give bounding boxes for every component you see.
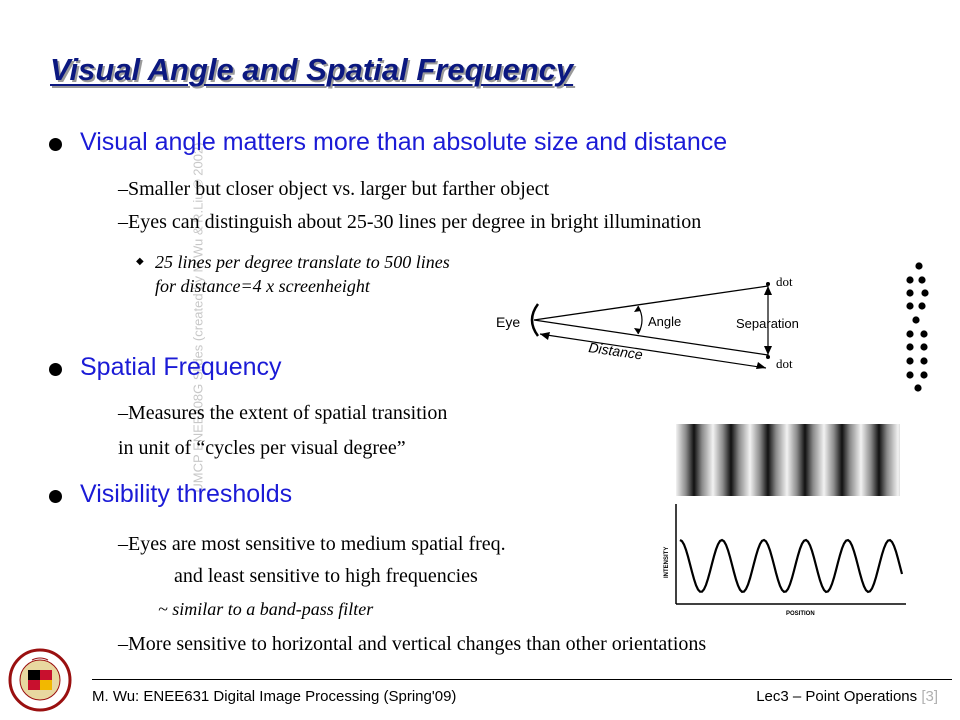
footer-page-number: [3] (921, 688, 938, 705)
sub-item-cycles-per-degree: in unit of “cycles per visual degree” (118, 437, 406, 459)
footer-lecture (756, 688, 938, 705)
bullet-heading-visual-angle: Visual angle matters more than absolute size and distance (80, 128, 728, 156)
slide-title: Visual Angle and Spatial Frequency (50, 52, 574, 87)
dot-top-label: dot (776, 274, 793, 289)
angle-label: Angle (648, 314, 682, 329)
footer-lecture-title: Lec3 – Point Operations (756, 688, 918, 705)
bottom-dot (766, 355, 770, 359)
footer-course-title: M. Wu: ENEE631 Digital Image Processing (Spring'09) (92, 688, 457, 705)
separation-arrow-bottom (764, 346, 772, 355)
top-dot (766, 282, 770, 286)
university-seal-logo (8, 648, 72, 712)
bullet-heading-spatial-frequency: Spatial Frequency (80, 353, 282, 381)
intensity-graph (660, 500, 914, 618)
bullet-dot-1 (49, 138, 62, 151)
dot-bottom-label: dot (776, 356, 793, 371)
note-500-lines: 25 lines per degree translate to 500 lines (155, 252, 450, 272)
graph-ylabel: INTENSITY (664, 546, 670, 578)
distance-arrow-right (756, 362, 766, 369)
separation-label: Separation (736, 316, 799, 331)
side-copyright-note: UMCP ENEE408G Slides (created by M.Wu & R.Liu © 2002) (190, 142, 206, 493)
sinusoidal-grating-image (676, 424, 900, 496)
sub-item-orientations: –More sensitive to horizontal and vertical changes than other orientations (118, 633, 707, 655)
distance-arrow-left (540, 332, 550, 340)
dot-pattern (898, 258, 940, 394)
sub-item-closer-object: –Smaller but closer object vs. larger but farther object (118, 178, 550, 200)
visual-angle-diagram (488, 268, 838, 380)
bullet-heading-visibility-thresholds: Visibility thresholds (80, 480, 293, 508)
bullet-dot-2 (49, 363, 62, 376)
sub-item-spatial-transition: –Measures the extent of spatial transition (118, 402, 448, 424)
sub-item-medium-freq: –Eyes are most sensitive to medium spatial freq. (118, 533, 506, 555)
note-band-pass: ~ similar to a band-pass filter (158, 599, 374, 619)
note-screenheight: for distance=4 x screenheight (155, 276, 370, 296)
eye-label: Eye (496, 314, 521, 330)
intensity-sine-wave (680, 540, 902, 592)
footer-divider (92, 679, 952, 680)
graph-xlabel: POSITION (786, 611, 815, 617)
distance-label: Distance (587, 339, 644, 363)
sub-item-lines-per-degree: –Eyes can distinguish about 25-30 lines per degree in bright illumination (118, 211, 702, 233)
diamond-bullet-icon: ◆ (136, 256, 144, 267)
bullet-dot-3 (49, 490, 62, 503)
separation-arrow-top (764, 286, 772, 295)
distance-line (540, 334, 766, 368)
sub-item-high-freq: and least sensitive to high frequencies (174, 565, 478, 587)
